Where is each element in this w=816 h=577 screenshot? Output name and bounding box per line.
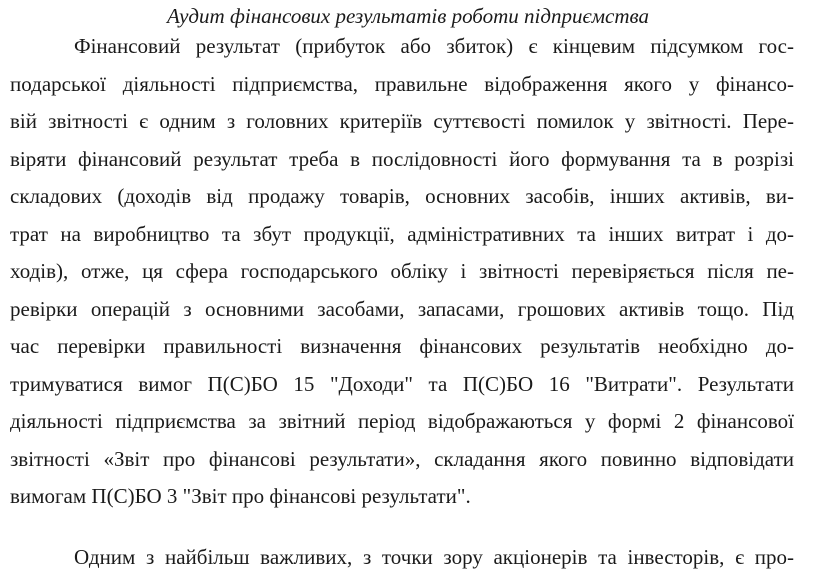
- section-heading: Аудит фінансових результатів роботи підприємства: [167, 4, 649, 28]
- paragraph-1-line-2: подарської діяльності підприємства, правильне відображення якого у фінансо-: [10, 71, 794, 96]
- paragraph-1-line-4: віряти фінансовий результат треба в послідовності його формування та в розрізі: [10, 146, 794, 171]
- paragraph-1-line-7: ходів), отже, ця сфера господарського обліку і звітності перевіряється після пе-: [10, 259, 794, 283]
- paragraph-1-line-1: Фінансовий результат (прибуток або збиток) є кінцевим підсумком гос-: [74, 34, 794, 58]
- paragraph-1-line-8: ревірки операцій з основними засобами, запасами, грошових активів тощо. Під: [10, 296, 794, 321]
- paragraph-1-line-6: трат на виробництво та збут продукції, адміністративних та інших витрат і до-: [10, 221, 794, 246]
- paragraph-1-line-12: звітності «Звіт про фінансові результати», складання якого повинно відповідати: [10, 446, 794, 471]
- paragraph-1-line-9: час перевірки правильності визначення фінансових результатів необхідно до-: [10, 334, 794, 358]
- paragraph-1-line-11: діяльності підприємства за звітний період відображаються у формі 2 фінансової: [10, 409, 794, 433]
- paragraph-1-line-10: тримуватися вимог П(С)БО 15 "Доходи" та П(С)БО 16 "Витрати". Результати: [10, 371, 794, 396]
- paragraph-1-line-13: вимогам П(С)БО 3 "Звіт про фінансові результати".: [10, 484, 471, 508]
- paragraph-2: [10, 539, 794, 577]
- paragraph-2-line-1: Одним з найбільш важливих, з точки зору акціонерів та інвесторів, є про-: [74, 545, 794, 569]
- paragraph-1: [10, 28, 794, 516]
- paragraph-1-line-5: складових (доходів від продажу товарів, основних засобів, інших активів, ви-: [10, 184, 794, 208]
- paragraph-1-line-3: вій звітності є одним з головних критеріїв суттєвості помилок у звітності. Пере-: [10, 109, 794, 133]
